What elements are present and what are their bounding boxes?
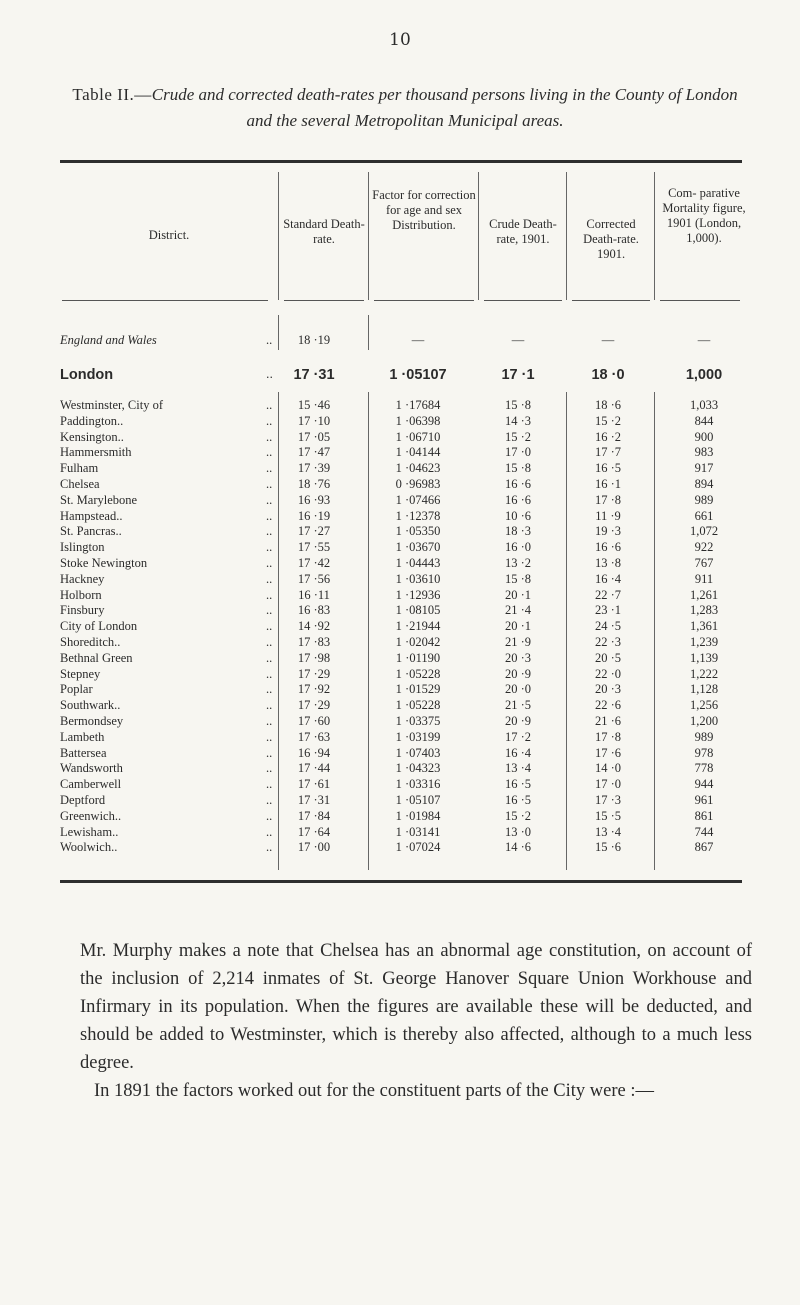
comparative-figure: 989	[694, 730, 714, 744]
crude-rate: 15 ·8	[504, 572, 532, 586]
crude-rate: 20 ·9	[504, 667, 532, 681]
comparative-figure: 1,200	[689, 714, 719, 728]
leader-dots: ..	[266, 667, 273, 681]
comparative-figure: 894	[694, 477, 714, 491]
standard-rate: 17 ·10	[297, 414, 331, 428]
standard-rate: 17 ·29	[297, 667, 331, 681]
corrected-rate: 17 ·8	[594, 730, 622, 744]
corrected-rate: 17 ·8	[594, 493, 622, 507]
comparative-figure: 1,222	[689, 667, 719, 681]
corrected-rate: 17 ·0	[594, 777, 622, 791]
standard-rate: 17 ·84	[297, 809, 331, 823]
standard-rate: 17 ·98	[297, 651, 331, 665]
correction-factor: 1 ·05228	[395, 667, 441, 681]
comparative-figure: 900	[694, 430, 714, 444]
header-bottom-rule	[284, 300, 364, 301]
corrected-rate: 23 ·1	[594, 603, 622, 617]
standard-rate: 17 ·31	[293, 367, 335, 383]
comparative-figure: 661	[694, 509, 714, 523]
correction-factor: 1 ·01984	[395, 809, 441, 823]
district-name: Holborn	[60, 588, 102, 602]
corrected-rate: 11 ·9	[595, 509, 621, 523]
corrected-rate: 19 ·3	[594, 524, 622, 538]
comparative-figure: 911	[694, 572, 714, 586]
district-name: Bermondsey	[60, 714, 124, 728]
leader-dots: ..	[266, 524, 273, 538]
header-divider	[278, 172, 279, 300]
district-name: Hampstead..	[60, 509, 123, 523]
standard-rate: 18 ·19	[297, 333, 331, 347]
leader-dots: ..	[266, 825, 273, 839]
correction-factor: 1 ·06398	[395, 414, 441, 428]
page-number: 10	[389, 30, 411, 50]
district-name: Lewisham..	[60, 825, 119, 839]
standard-rate: 17 ·42	[297, 556, 331, 570]
district-name: Camberwell	[60, 777, 122, 791]
leader-dots: ..	[266, 761, 273, 775]
correction-factor: 1 ·03670	[395, 540, 441, 554]
district-name: Kensington..	[60, 430, 124, 444]
leader-dots: ..	[266, 509, 273, 523]
standard-rate: 18 ·76	[297, 477, 331, 491]
crude-rate: 15 ·8	[504, 461, 532, 475]
district-name: Wandsworth	[60, 761, 123, 775]
standard-rate: 14 ·92	[297, 619, 331, 633]
standard-rate: 16 ·19	[297, 509, 331, 523]
corrected-rate: 16 ·6	[594, 540, 622, 554]
header-bottom-rule	[374, 300, 474, 301]
crude-rate: 16 ·6	[504, 493, 532, 507]
crude-rate: 17 ·2	[504, 730, 532, 744]
comparative-figure: 1,239	[689, 635, 719, 649]
crude-rate: 15 ·2	[504, 809, 532, 823]
comparative-figure: 767	[694, 556, 714, 570]
crude-rate: 16 ·5	[504, 777, 532, 791]
comparative-figure: 844	[694, 414, 714, 428]
correction-factor: 1 ·01190	[395, 651, 441, 665]
corrected-rate: 17 ·7	[594, 445, 622, 459]
comparative-figure: 1,361	[689, 619, 719, 633]
header-divider	[654, 172, 655, 300]
standard-rate: 17 ·92	[297, 682, 331, 696]
crude-rate: 20 ·1	[504, 588, 532, 602]
table-caption	[60, 82, 750, 134]
correction-factor: —	[411, 333, 425, 347]
corrected-rate: 18 ·0	[591, 367, 625, 383]
crude-rate: 21 ·5	[504, 698, 532, 712]
district-name: Finsbury	[60, 603, 105, 617]
corrected-rate: 16 ·1	[594, 477, 622, 491]
correction-factor: 1 ·01529	[395, 682, 441, 696]
correction-factor: 1 ·03610	[395, 572, 441, 586]
comparative-figure: 867	[694, 840, 714, 854]
caption-lead: Table II.—	[72, 85, 152, 104]
standard-rate: 17 ·44	[297, 761, 331, 775]
district-name: Islington	[60, 540, 105, 554]
correction-factor: 1 ·05228	[395, 698, 441, 712]
correction-factor: 1 ·03375	[395, 714, 441, 728]
table-row	[60, 840, 750, 860]
crude-rate: 13 ·0	[504, 825, 532, 839]
table-row-england-wales	[60, 333, 750, 353]
correction-factor: 1 ·21944	[395, 619, 441, 633]
leader-dots: ..	[266, 572, 273, 586]
standard-rate: 17 ·47	[297, 445, 331, 459]
leader-dots: ..	[266, 414, 273, 428]
district-name: Stoke Newington	[60, 556, 148, 570]
crude-rate: 17 ·1	[501, 367, 535, 383]
leader-dots: ..	[266, 333, 273, 347]
correction-factor: 1 ·03316	[395, 777, 441, 791]
district-name: Southwark..	[60, 698, 121, 712]
crude-rate: 16 ·6	[504, 477, 532, 491]
district-name: Bethnal Green	[60, 651, 133, 665]
correction-factor: 1 ·04323	[395, 761, 441, 775]
district-name: London	[60, 367, 114, 383]
leader-dots: ..	[266, 477, 273, 491]
header-crude-death-rate: Crude Death-rate, 1901.	[489, 217, 557, 246]
correction-factor: 1 ·04443	[395, 556, 441, 570]
district-name: Greenwich..	[60, 809, 122, 823]
crude-rate: 20 ·0	[504, 682, 532, 696]
comparative-figure: 1,128	[689, 682, 719, 696]
header-bottom-rule	[62, 300, 268, 301]
leader-dots: ..	[266, 840, 273, 854]
standard-rate: 17 ·64	[297, 825, 331, 839]
leader-dots: ..	[266, 556, 273, 570]
standard-rate: 16 ·94	[297, 746, 331, 760]
correction-factor: 1 ·04144	[395, 445, 441, 459]
leader-dots: ..	[266, 714, 273, 728]
leader-dots: ..	[266, 635, 273, 649]
standard-rate: 17 ·31	[297, 793, 331, 807]
leader-dots: ..	[266, 540, 273, 554]
crude-rate: 10 ·6	[504, 509, 532, 523]
correction-factor: 0 ·96983	[395, 477, 441, 491]
district-name: Westminster, City of	[60, 398, 163, 412]
crude-rate: 17 ·0	[504, 445, 532, 459]
crude-rate: 13 ·2	[504, 556, 532, 570]
standard-rate: 15 ·46	[297, 398, 331, 412]
corrected-rate: 22 ·0	[594, 667, 622, 681]
district-name: Poplar	[60, 682, 93, 696]
district-name: Chelsea	[60, 477, 100, 491]
correction-factor: 1 ·04623	[395, 461, 441, 475]
header-comparative-mortality: Com- parative Mortality figure, 1901 (London, 1,000).	[662, 186, 746, 245]
correction-factor: 1 ·07403	[395, 746, 441, 760]
district-name: England and Wales	[60, 333, 157, 347]
district-name: St. Pancras..	[60, 524, 122, 538]
header-correction-factor: Factor for correction for age and sex Distribution.	[372, 188, 476, 232]
standard-rate: 16 ·11	[298, 588, 330, 602]
standard-rate: 17 ·56	[297, 572, 331, 586]
comparative-figure: 917	[694, 461, 714, 475]
crude-rate: 14 ·6	[504, 840, 532, 854]
caption-text: Crude and corrected death-rates per thousand persons living in the County of London and the several Metropolitan Municipal areas.	[151, 85, 738, 130]
comparative-figure: 1,256	[689, 698, 719, 712]
corrected-rate: 15 ·6	[594, 840, 622, 854]
body-paragraph: In 1891 the factors worked out for the constituent parts of the City were :—	[94, 1081, 654, 1101]
crude-rate: 18 ·3	[504, 524, 532, 538]
leader-dots: ..	[266, 730, 273, 744]
comparative-figure: 1,283	[689, 603, 719, 617]
crude-rate: 15 ·8	[504, 398, 532, 412]
corrected-rate: 18 ·6	[594, 398, 622, 412]
crude-rate: 13 ·4	[504, 761, 532, 775]
correction-factor: 1 ·05107	[389, 367, 447, 383]
standard-rate: 17 ·00	[297, 840, 331, 854]
correction-factor: 1 ·05350	[395, 524, 441, 538]
standard-rate: 16 ·93	[297, 493, 331, 507]
leader-dots: ..	[266, 430, 273, 444]
header-bottom-rule	[660, 300, 740, 301]
crude-rate: 16 ·5	[504, 793, 532, 807]
corrected-rate: —	[601, 333, 615, 347]
standard-rate: 17 ·05	[297, 430, 331, 444]
comparative-figure: 1,261	[689, 588, 719, 602]
district-name: Deptford	[60, 793, 106, 807]
header-standard-death-rate: Standard Death-rate.	[283, 217, 365, 246]
comparative-figure: 1,072	[689, 524, 719, 538]
comparative-figure: 983	[694, 445, 714, 459]
leader-dots: ..	[266, 793, 273, 807]
leader-dots: ..	[266, 651, 273, 665]
corrected-rate: 20 ·5	[594, 651, 622, 665]
standard-rate: 16 ·83	[297, 603, 331, 617]
corrected-rate: 16 ·4	[594, 572, 622, 586]
corrected-rate: 22 ·7	[594, 588, 622, 602]
correction-factor: 1 ·05107	[395, 793, 441, 807]
district-name: Lambeth	[60, 730, 105, 744]
district-name: Paddington..	[60, 414, 124, 428]
comparative-figure: 744	[694, 825, 714, 839]
leader-dots: ..	[266, 603, 273, 617]
table-top-rule	[60, 160, 742, 163]
standard-rate: 17 ·60	[297, 714, 331, 728]
corrected-rate: 24 ·5	[594, 619, 622, 633]
leader-dots: ..	[266, 588, 273, 602]
corrected-rate: 17 ·6	[594, 746, 622, 760]
standard-rate: 17 ·61	[297, 777, 331, 791]
standard-rate: 17 ·83	[297, 635, 331, 649]
corrected-rate: 16 ·2	[594, 430, 622, 444]
correction-factor: 1 ·07024	[395, 840, 441, 854]
leader-dots: ..	[266, 398, 273, 412]
header-bottom-rule	[572, 300, 650, 301]
corrected-rate: 21 ·6	[594, 714, 622, 728]
corrected-rate: 22 ·6	[594, 698, 622, 712]
crude-rate: —	[511, 333, 525, 347]
crude-rate: 20 ·3	[504, 651, 532, 665]
corrected-rate: 13 ·4	[594, 825, 622, 839]
crude-rate: 21 ·9	[504, 635, 532, 649]
leader-dots: ..	[266, 619, 273, 633]
district-name: St. Marylebone	[60, 493, 138, 507]
leader-dots: ..	[266, 698, 273, 712]
correction-factor: 1 ·17684	[395, 398, 441, 412]
corrected-rate: 16 ·5	[594, 461, 622, 475]
comparative-figure: 1,033	[689, 398, 719, 412]
corrected-rate: 15 ·2	[594, 414, 622, 428]
header-divider	[478, 172, 479, 300]
corrected-rate: 13 ·8	[594, 556, 622, 570]
standard-rate: 17 ·39	[297, 461, 331, 475]
comparative-figure: 989	[694, 493, 714, 507]
correction-factor: 1 ·03199	[395, 730, 441, 744]
leader-dots: ..	[266, 809, 273, 823]
correction-factor: 1 ·03141	[395, 825, 441, 839]
district-name: Woolwich..	[60, 840, 118, 854]
comparative-figure: 861	[694, 809, 714, 823]
leader-dots: ..	[266, 746, 273, 760]
district-name: Shoreditch..	[60, 635, 121, 649]
district-name: Stepney	[60, 667, 101, 681]
corrected-rate: 14 ·0	[594, 761, 622, 775]
comparative-figure: 944	[694, 777, 714, 791]
standard-rate: 17 ·29	[297, 698, 331, 712]
corrected-rate: 15 ·5	[594, 809, 622, 823]
crude-rate: 20 ·1	[504, 619, 532, 633]
comparative-figure: 778	[694, 761, 714, 775]
correction-factor: 1 ·07466	[395, 493, 441, 507]
comparative-figure: —	[697, 333, 711, 347]
crude-rate: 20 ·9	[504, 714, 532, 728]
standard-rate: 17 ·27	[297, 524, 331, 538]
district-name: Fulham	[60, 461, 99, 475]
leader-dots: ..	[266, 445, 273, 459]
table-row-london	[60, 367, 750, 387]
corrected-rate: 22 ·3	[594, 635, 622, 649]
crude-rate: 16 ·0	[504, 540, 532, 554]
corrected-rate: 17 ·3	[594, 793, 622, 807]
standard-rate: 17 ·55	[297, 540, 331, 554]
table-bottom-rule	[60, 880, 742, 883]
leader-dots: ..	[266, 367, 273, 381]
district-name: Hammersmith	[60, 445, 132, 459]
correction-factor: 1 ·02042	[395, 635, 441, 649]
header-corrected-death-rate: Corrected Death-rate. 1901.	[583, 217, 639, 261]
crude-rate: 16 ·4	[504, 746, 532, 760]
body-paragraph: Mr. Murphy makes a note that Chelsea has an abnormal age constitution, on account of the inclusion of 2,214 inmates of St. George Hanover Square Union Workhouse and Infirmary in its population. When the figures are available these will be deducted, and should be added to Westminster, which is thereby also affected, although to a much less degree.	[80, 941, 752, 1073]
header-district: District.	[148, 228, 190, 242]
comparative-figure: 961	[694, 793, 714, 807]
correction-factor: 1 ·12936	[395, 588, 441, 602]
crude-rate: 21 ·4	[504, 603, 532, 617]
comparative-figure: 1,139	[689, 651, 719, 665]
corrected-rate: 20 ·3	[594, 682, 622, 696]
district-name: Battersea	[60, 746, 107, 760]
leader-dots: ..	[266, 461, 273, 475]
correction-factor: 1 ·06710	[395, 430, 441, 444]
correction-factor: 1 ·08105	[395, 603, 441, 617]
district-name: City of London	[60, 619, 138, 633]
correction-factor: 1 ·12378	[395, 509, 441, 523]
standard-rate: 17 ·63	[297, 730, 331, 744]
leader-dots: ..	[266, 682, 273, 696]
leader-dots: ..	[266, 493, 273, 507]
crude-rate: 15 ·2	[504, 430, 532, 444]
comparative-figure: 978	[694, 746, 714, 760]
comparative-figure: 1,000	[685, 367, 723, 383]
crude-rate: 14 ·3	[504, 414, 532, 428]
comparative-figure: 922	[694, 540, 714, 554]
header-divider	[368, 172, 369, 300]
header-divider	[566, 172, 567, 300]
header-bottom-rule	[484, 300, 562, 301]
leader-dots: ..	[266, 777, 273, 791]
district-name: Hackney	[60, 572, 105, 586]
